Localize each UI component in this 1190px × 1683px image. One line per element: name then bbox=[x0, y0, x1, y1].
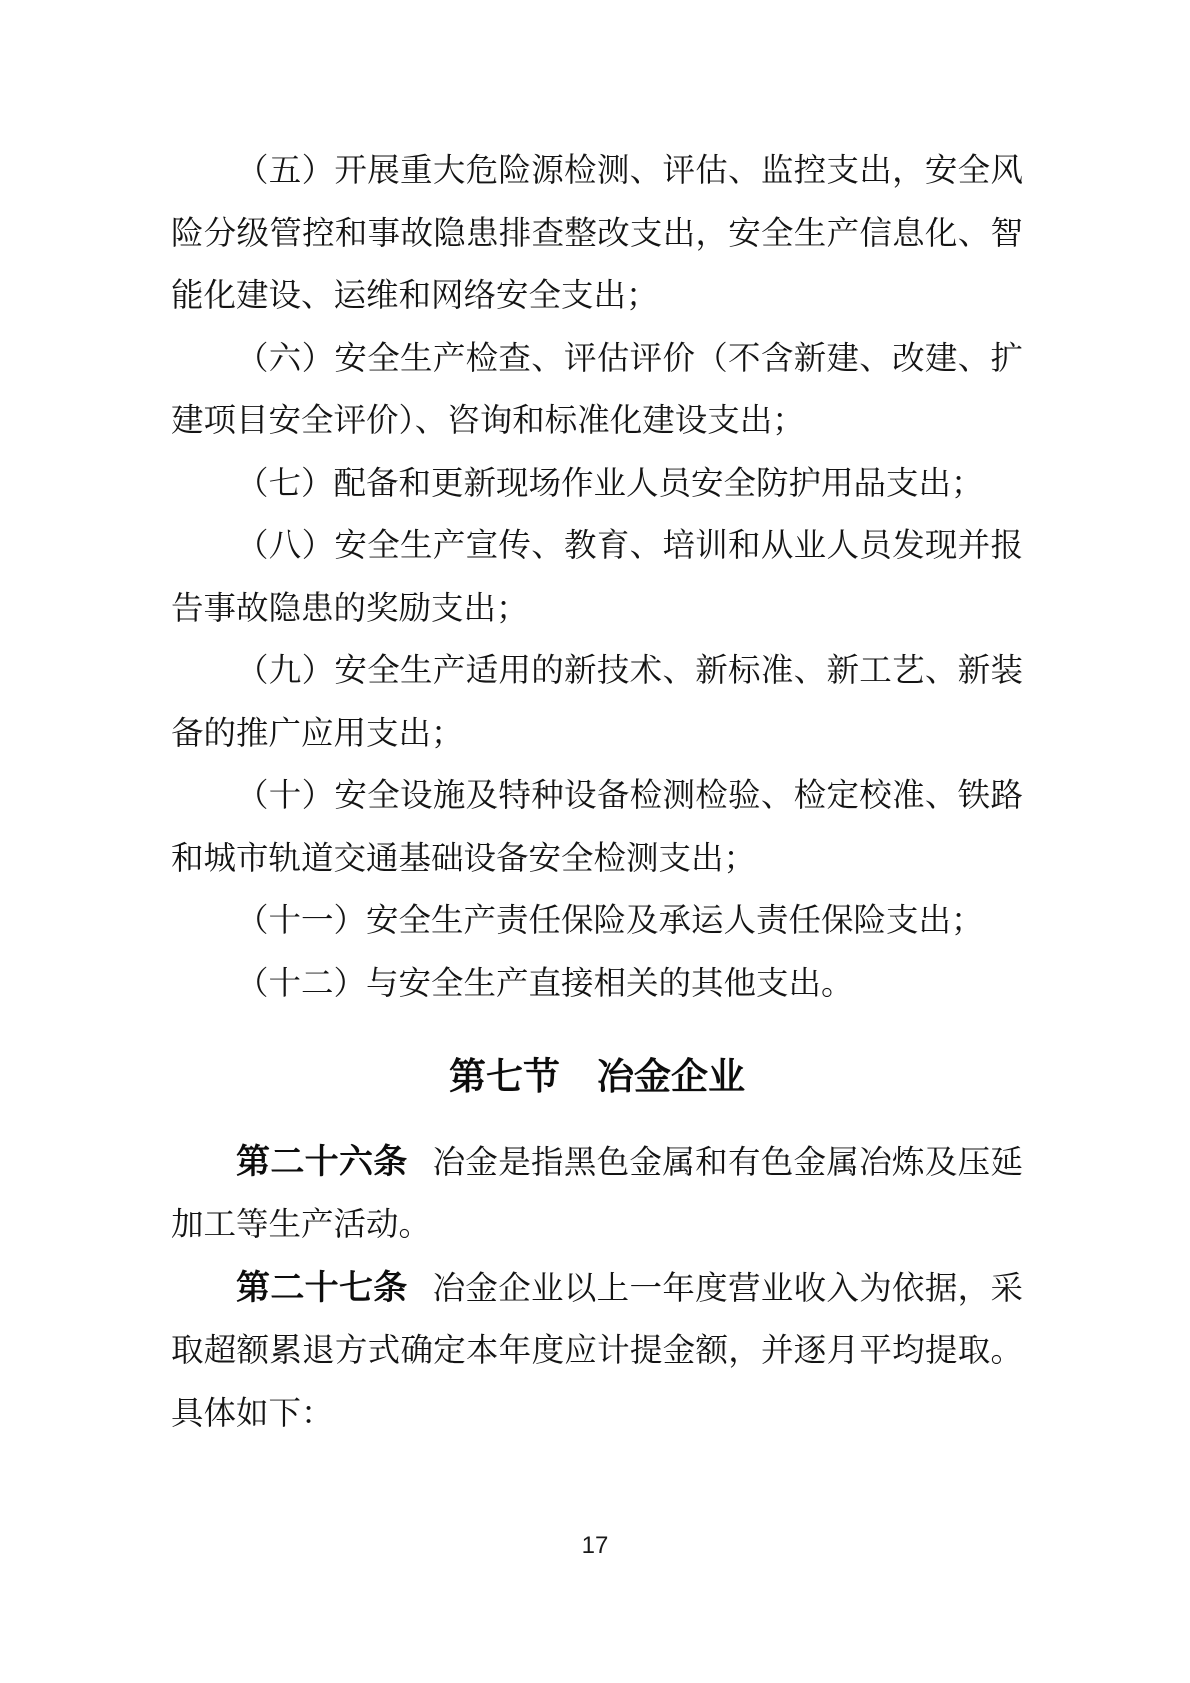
clause-item-7: （七）配备和更新现场作业人员安全防护用品支出； bbox=[236, 465, 984, 502]
clause-item-11: （十一）安全生产责任保险及承运人责任保险支出； bbox=[236, 903, 984, 939]
article-27 bbox=[171, 1257, 1023, 1446]
article-26-number: 第二十六条 bbox=[236, 1142, 408, 1181]
clause-item-10: （十）安全设施及特种设备检测检验、检定校准、铁路和城市轨道交通基础设备安全检测支出； bbox=[171, 778, 1023, 877]
document-body bbox=[171, 140, 1023, 1445]
clause-item-12: （十二）与安全生产直接相关的其他支出。 bbox=[236, 965, 854, 1002]
article-27-number: 第二十七条 bbox=[236, 1268, 408, 1307]
clause-item-8: （八）安全生产宣传、教育、培训和从业人员发现并报告事故隐患的奖励支出； bbox=[171, 528, 1023, 627]
article-26-text: 冶金是指黑色金属和有色金属冶炼及压延加工等生产活动。 bbox=[171, 1144, 1023, 1243]
clause-item-9: （九）安全生产适用的新技术、新标准、新工艺、新装备的推广应用支出； bbox=[171, 653, 1023, 752]
article-26 bbox=[171, 1131, 1023, 1257]
clause-item-6: （六）安全生产检查、评估评价（不含新建、改建、扩建项目安全评价）、咨询和标准化建设支出； bbox=[171, 340, 1023, 439]
article-27-text: 冶金企业以上一年度营业收入为依据，采取超额累退方式确定本年度应计提金额，并逐月平均提取。具体如下： bbox=[171, 1270, 1023, 1432]
section-heading: 第七节 冶金企业 bbox=[449, 1056, 745, 1097]
page-number: 17 bbox=[581, 1532, 609, 1559]
clause-item-5: （五）开展重大危险源检测、评估、监控支出，安全风险分级管控和事故隐患排查整改支出，安全生产信息化、智能化建设、运维和网络安全支出； bbox=[171, 153, 1023, 314]
